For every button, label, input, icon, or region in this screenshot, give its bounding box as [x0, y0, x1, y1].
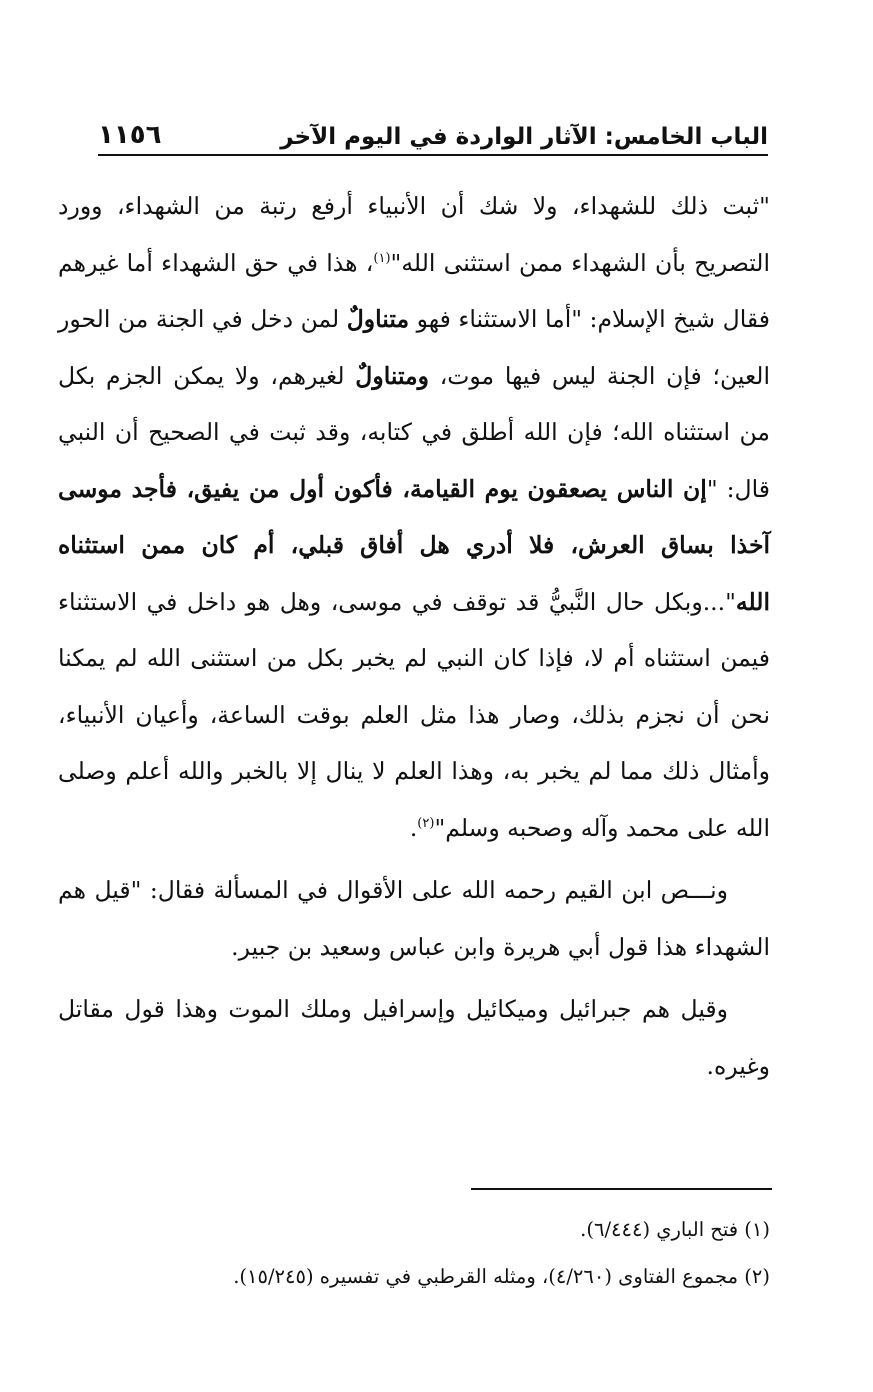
text-run: لمن دخل في الجنة من الحور العين؛ فإن الجنة ليس فيها موت،: [58, 305, 770, 390]
text-run: "ثبت ذلك للشهداء، ولا شك أن الأنبياء أرفع رتبة من الشهداء، وورد التصريح بأن الشهداء ممن استثنى الله": [58, 192, 770, 277]
paragraph-1: [58, 178, 770, 856]
footnote-ref-1: (١): [373, 250, 391, 266]
text-run: .: [409, 813, 418, 842]
footnote-1: (١) فتح الباري (٦/٤٤٤).: [580, 1218, 770, 1241]
chapter-title: الباب الخامس: الآثار الواردة في اليوم الآخر: [280, 124, 768, 150]
footnote-ref-2: (٢): [417, 815, 435, 831]
paragraph-3: [58, 981, 770, 1094]
footnote-2: (٢) مجموع الفتاوى (٤/٢٦٠)، ومثله القرطبي في تفسيره (١٥/٢٤٥).: [233, 1265, 770, 1288]
page-header: [98, 112, 768, 156]
bold-term: ومتناولٌ: [355, 361, 429, 390]
page-number: ١١٥٦: [98, 120, 162, 150]
text-run: ونـــص ابن القيم رحمه الله على الأقوال في المسألة فقال: "قيل هم الشهداء هذا قول أبي هريرة وابن عباس وسعيد بن جبير.: [58, 876, 770, 961]
text-run: "...وبكل حال النَّبيُّ قد توقف في موسى، وهل هو داخل في الاستثناء فيمن استثناه أم لا، فإذا كان النبي لم يخبر بكل من استثنى الله لم يمكنا نحن أن نجزم بذلك، وصار هذا مثل العلم بوقت الساعة، وأعيان الأنبياء، وأمثال ذلك مما لم يخبر به، وهذا العلم لا ينال إلا بالخبر والله أعلم وصلى الله على محمد وآله وصحبه وسلم": [58, 587, 770, 842]
text-run: لغيرهم، ولا يمكن الجزم بكل من استثناه الله؛ فإن الله أطلق في كتابه، وقد ثبت في الصحيح أن النبي قال: ": [58, 361, 770, 503]
paragraph-2: [58, 862, 770, 975]
text-run: وقيل هم جبرائيل وميكائيل وإسرافيل وملك الموت وهذا قول مقاتل وغيره.: [58, 995, 770, 1080]
footnote-divider: [471, 1188, 772, 1190]
bold-term: متناولٌ: [346, 305, 410, 333]
main-text: [58, 178, 770, 1094]
text-run: ، هذا في حق الشهداء أما غيرهم فقال شيخ الإسلام: "أما الاستثناء فهو: [58, 248, 770, 333]
hadith-quote: إن الناس يصعقون يوم القيامة، فأكون أول من يفيق، فأجد موسى آخذا بساق العرش، فلا أدري هل أفاق قبلي، أم كان ممن استثناه الله: [58, 474, 770, 616]
footnotes: [58, 1206, 770, 1300]
